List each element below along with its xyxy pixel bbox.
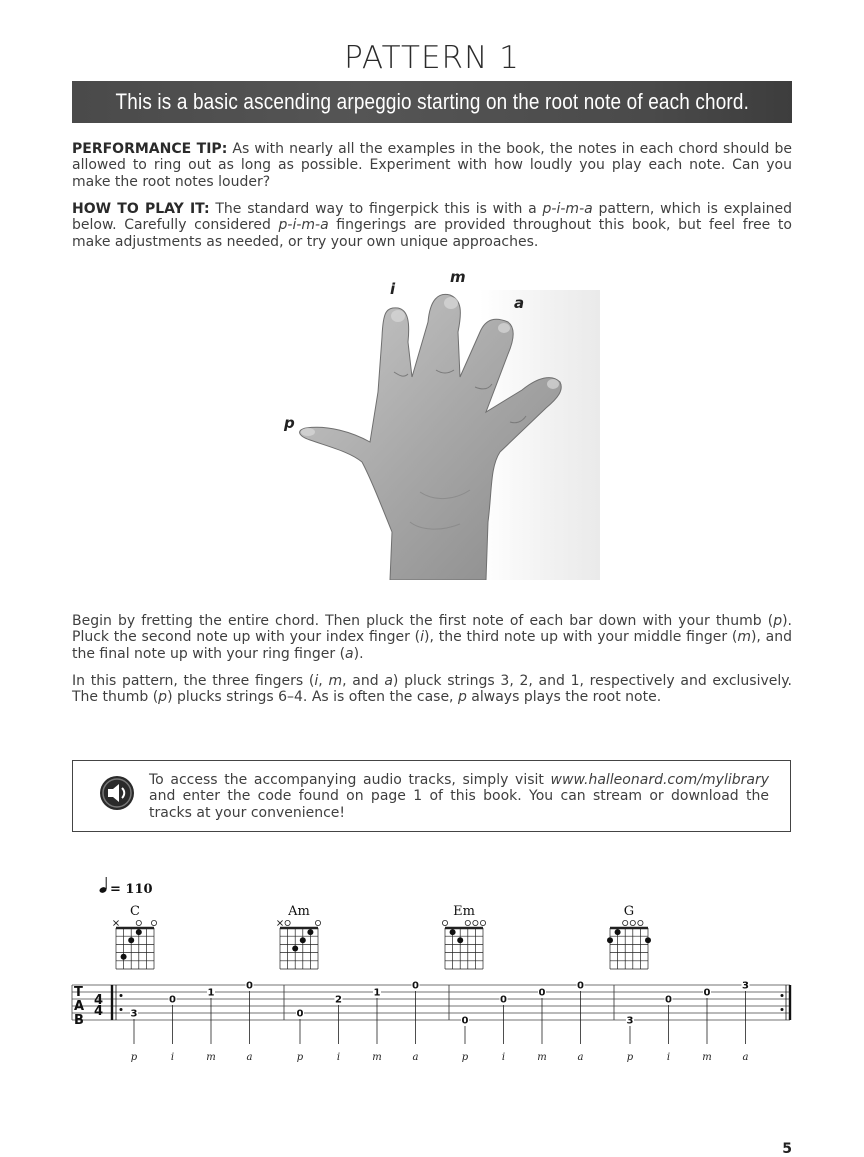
how-to-play-text: fingerings are provided throughout this book, but feel free to make adjustments as needed, or try your own unique approaches. (72, 217, 792, 250)
finger-ref: p (773, 613, 783, 629)
fingering-letter: a (412, 1052, 419, 1063)
tab-fret-number: 0 (246, 980, 253, 992)
finger-dot (292, 946, 298, 952)
performance-tip (72, 141, 792, 190)
open-string-marker (473, 920, 478, 925)
repeat-dot (120, 1008, 123, 1011)
chord-diagram (277, 904, 320, 969)
hand-photo (270, 262, 610, 580)
tab-staff (68, 872, 798, 1072)
speaker-icon (99, 775, 135, 811)
time-signature (94, 993, 103, 1019)
audio-text: and enter the code found on page 1 of this book. You can stream or download the tracks at your convenience! (149, 788, 769, 821)
fingering-letter: p (296, 1052, 304, 1063)
open-string-marker (151, 920, 156, 925)
tab-fret-number: 0 (296, 1008, 304, 1020)
fingering-letter: m (537, 1052, 547, 1063)
how-to-play-label: HOW TO PLAY IT: (72, 201, 210, 217)
finger-ref: a (384, 673, 393, 689)
how-to-play-text: The standard way to fingerpick this is with a (209, 201, 543, 217)
tab-fret-number: 2 (335, 994, 342, 1006)
body-text: ), the third note up with your middle finger ( (424, 629, 738, 646)
repeat-dot (120, 994, 123, 997)
body-text: ) plucks strings 6–4. As is often the case, (167, 689, 458, 706)
finger-dot (128, 937, 134, 943)
finger-dot (300, 937, 306, 943)
finger-label-a: a (514, 294, 525, 312)
open-string-marker (136, 920, 141, 925)
tab-fret-number: 0 (461, 1015, 469, 1027)
chord-name: Em (453, 904, 475, 919)
tab-fret-number: 3 (626, 1015, 634, 1027)
finger-dot (457, 937, 463, 943)
finger-dot (136, 929, 142, 935)
finger-ref: m (328, 673, 343, 689)
body-text: ). (353, 645, 364, 662)
tab-fret-number: 0 (500, 994, 507, 1006)
open-string-marker (480, 920, 485, 925)
finger-label-m: m (450, 268, 466, 286)
tab-notation (68, 872, 798, 1072)
audio-instructions (149, 772, 769, 821)
fingering-letter: m (702, 1052, 712, 1063)
finger-label-p: p (284, 414, 295, 432)
body-text: Begin by fretting the entire chord. Then pluck the first note of each bar down with your thumb ( (72, 613, 774, 629)
performance-tip-label: PERFORMANCE TIP: (72, 141, 228, 157)
tab-fret-number: 0 (538, 987, 546, 999)
tab-fret-number: 3 (130, 1008, 138, 1020)
chord-diagram (442, 904, 485, 969)
body-text: ) pluck strings 3, 2, and 1, respectively and exclusively. The thumb ( (72, 673, 792, 706)
chord-name: Am (288, 904, 310, 919)
chord-name: G (623, 904, 635, 919)
fingering-letter: p (626, 1052, 634, 1063)
tab-fret-number: 0 (703, 987, 711, 999)
finger-dot (121, 954, 127, 960)
hand-illustration (270, 262, 610, 580)
body-paragraph-1 (72, 613, 792, 662)
chord-diagram (113, 904, 156, 969)
finger-ref: p (457, 689, 467, 706)
tab-clef-a: A (74, 999, 85, 1014)
banner-text: This is a basic ascending arpeggio starting on the root note of each chord. (115, 89, 749, 114)
finger-dot (615, 929, 621, 935)
tab-fret-number: 0 (577, 980, 584, 992)
finger-dot (307, 929, 313, 935)
finger-ref: a (345, 645, 354, 662)
finger-ref: m (737, 629, 751, 646)
tab-clef-t: T (74, 985, 83, 1000)
tab-fret-number: 0 (169, 994, 176, 1006)
tempo-marking (99, 877, 153, 897)
finger-ref: i (314, 673, 319, 689)
repeat-dot (781, 1008, 784, 1011)
library-link[interactable]: www.halleonard.com/mylibrary (550, 772, 769, 788)
open-string-marker (442, 920, 447, 925)
tab-fret-number: 0 (412, 980, 419, 992)
open-string-marker (623, 920, 628, 925)
how-to-play (72, 201, 792, 250)
body-text: ), and the final note up with your ring finger ( (72, 629, 793, 662)
finger-label-i: i (390, 280, 396, 298)
tab-fret-number: 1 (207, 987, 215, 999)
finger-ref: i (420, 629, 425, 646)
fingering-letter: m (206, 1052, 216, 1063)
body-text: ). Pluck the second note up with your index finger ( (72, 613, 792, 646)
fingering-letter: i (666, 1052, 671, 1063)
open-string-marker (465, 920, 470, 925)
tab-fret-number: 1 (373, 987, 381, 999)
body-text: always plays the root note. (466, 689, 662, 706)
time-sig-bottom: 4 (94, 1004, 104, 1019)
audio-text: To access the accompanying audio tracks, simply visit (149, 772, 551, 788)
finger-dot (607, 937, 613, 943)
fingering-letter: i (170, 1052, 175, 1063)
tab-clef (74, 985, 84, 1028)
tempo-text: = 110 (110, 882, 153, 897)
fingering-letter: i (501, 1052, 506, 1063)
body-paragraph-2 (72, 673, 792, 706)
body-text: In this pattern, the three fingers ( (72, 673, 315, 689)
how-to-play-text: pattern, which is explained below. Carefully considered (72, 201, 792, 234)
chord-diagram (607, 904, 651, 969)
chord-name: C (130, 904, 140, 919)
body-text: , and (342, 673, 385, 689)
page-title: PATTERN 1 (344, 40, 520, 76)
fingering-letter: a (742, 1052, 749, 1063)
fingering-letter: a (246, 1052, 253, 1063)
performance-tip-text: As with nearly all the examples in the book, the notes in each chord should be allowed to ring out as long as possible. Experiment with how loudly you play each note. Can you make the root notes louder? (72, 141, 792, 190)
pattern-banner (72, 81, 792, 123)
open-string-marker (285, 920, 290, 925)
fingering-letter: p (130, 1052, 138, 1063)
time-sig-top: 4 (94, 993, 104, 1008)
open-string-marker (315, 920, 320, 925)
audio-access-box (72, 760, 791, 832)
tab-fret-number: 0 (665, 994, 672, 1006)
fingering-letter: p (461, 1052, 469, 1063)
finger-dot (645, 937, 651, 943)
finger-ref: p (158, 689, 168, 706)
repeat-dot (781, 994, 784, 997)
pattern-name: p-i-m-a (542, 201, 593, 217)
body-text: , (318, 673, 329, 689)
open-string-marker (630, 920, 635, 925)
pattern-name: p-i-m-a (278, 217, 329, 234)
fingering-letter: m (372, 1052, 382, 1063)
finger-dot (450, 929, 456, 935)
open-string-marker (638, 920, 643, 925)
fingering-letter: a (577, 1052, 584, 1063)
page-number: 5 (782, 1141, 792, 1157)
tab-clef-b: B (74, 1013, 84, 1028)
tab-fret-number: 3 (742, 980, 749, 992)
fingering-letter: i (336, 1052, 341, 1063)
